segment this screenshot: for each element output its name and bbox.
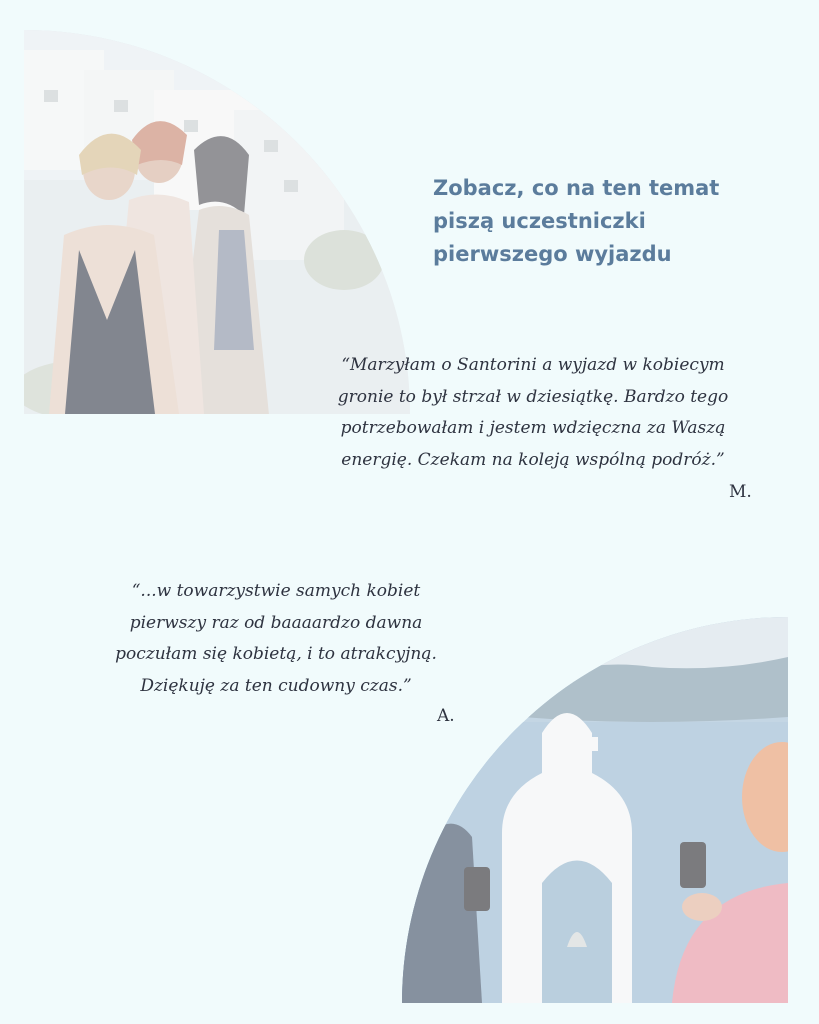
testimonial-author: M.: [729, 482, 752, 502]
section-heading: Zobacz, co na ten temat piszą uczestniczki pierwszego wyjazdu: [433, 176, 720, 266]
testimonial-quote: “...w towarzystwie samych kobiet pierwszy raz od baaaardzo dawna poczułam się kobietą, i to atrakcyjną. Dziękuję za ten cudowny czas.”: [115, 581, 437, 696]
testimonial-quote: “Marzyłam o Santorini a wyjazd w kobiecym gronie to był strzał w dziesiątkę. Bardzo tego potrzebowałam i jestem wdzięczna za Waszą energię. Czekam na koleją wspólną podróż.”: [337, 355, 729, 470]
testimonial-author: A.: [437, 706, 455, 726]
